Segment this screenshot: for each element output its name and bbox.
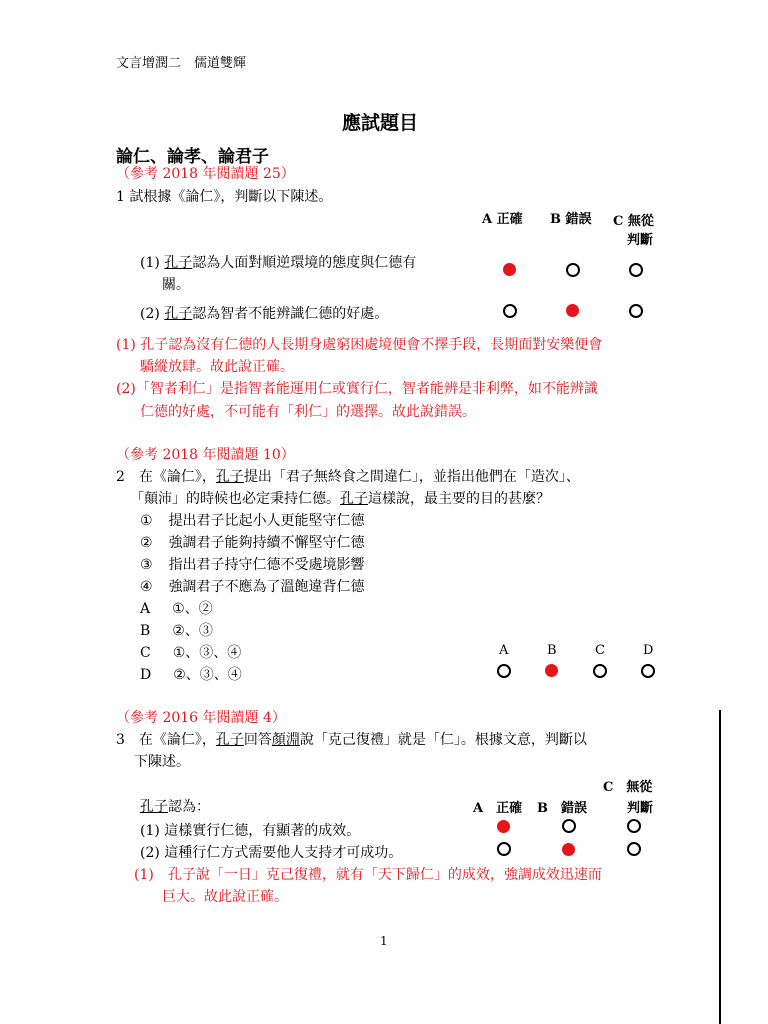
q1-reference: （參考 2018 年閱讀題 25） (116, 166, 295, 182)
item-number: ④ (140, 579, 153, 595)
q1-statement-1 (140, 252, 416, 272)
q2-item-2 (140, 532, 365, 552)
q3-intro (140, 796, 210, 816)
underlined-name: 孔子 (215, 469, 244, 485)
q3-s1-option-b-radio[interactable] (562, 819, 576, 833)
q1-s2-option-b-selected[interactable] (566, 304, 579, 317)
choice-value: ②、③ (172, 623, 213, 639)
item-text: 提出君子比起小人更能堅守仁德 (168, 513, 365, 529)
q3-option-c-label: C 無從 (603, 780, 653, 795)
q2-choice-a (140, 598, 213, 618)
stem-text: 回答 (243, 732, 272, 748)
page-number: 1 (380, 934, 388, 948)
q1-answer-1-line1: (1) 孔子認為沒有仁德的人長期身處窮困處境便會不擇手段，長期面對安樂便會 (116, 337, 603, 353)
statement-text: 認為智者不能辨識仁德的好處。 (192, 306, 389, 322)
underlined-name: 孔子 (164, 306, 193, 322)
q3-s2-option-b-selected[interactable] (562, 843, 575, 856)
q1-s1-option-b-radio[interactable] (566, 263, 580, 277)
q1-s1-option-c-radio[interactable] (629, 263, 643, 277)
intro-text: 認為： (168, 799, 210, 815)
choice-value: ②、③、④ (173, 667, 242, 683)
item-number: ① (140, 513, 153, 529)
underlined-name: 孔子 (164, 255, 193, 271)
q1-answer-2-line2: 仁德的好處，不可能有「利仁」的選擇。故此說錯誤。 (140, 404, 476, 420)
statement-text: 認為人面對順逆環境的態度與仁德有 (192, 255, 417, 271)
item-text: 強調君子不應為了溫飽違背仁德 (168, 579, 365, 595)
q3-answer-1-line2: 巨大。故此說正確。 (162, 889, 288, 905)
q2-stem-line1 (116, 466, 580, 486)
q3-s2-option-c-radio[interactable] (627, 842, 641, 856)
stem-text: 說「克己復禮」就是「仁」。根據文意，判斷以 (299, 732, 587, 748)
underlined-name: 孔子 (140, 799, 168, 815)
q3-stem-line2: 下陳述。 (134, 754, 190, 770)
q1-option-a-label: A 正確 (482, 212, 523, 227)
q2-item-3 (140, 554, 365, 574)
item-text: 指出君子持守仁德不受處境影響 (168, 557, 365, 573)
statement-number: (1) (140, 255, 165, 271)
q2-choice-b (140, 620, 213, 640)
stem-text: 「顛沛」的時候也必定秉持仁德。 (130, 491, 340, 507)
q3-s1-option-c-radio[interactable] (627, 819, 641, 833)
q2-col-d-label: D (643, 643, 654, 658)
stem-text: 2 在《論仁》， (116, 469, 216, 485)
choice-key: C (140, 645, 151, 661)
q2-choice-c (140, 642, 241, 662)
q3-answer-1-line1: (1) 孔子說「一日」克己復禮，就有「天下歸仁」的成效，強調成效迅速而 (134, 867, 602, 883)
page-edge-line (719, 710, 721, 1024)
q1-option-c-label-line2: 判斷 (627, 233, 654, 248)
item-number: ② (140, 535, 153, 551)
q3-option-b-label: B 錯誤 (537, 801, 587, 816)
q2-reference: （參考 2018 年閱讀題 10） (116, 447, 295, 463)
underlined-name: 顏淵 (271, 732, 300, 748)
choice-key: D (140, 667, 152, 683)
page-title: 應試題目 (342, 112, 419, 134)
q2-col-c-label: C (595, 643, 605, 658)
q3-s2-option-a-radio[interactable] (497, 842, 511, 856)
stem-text: 這樣說，最主要的目的甚麼？ (368, 491, 550, 507)
q1-option-c-label: C 無從 (613, 214, 654, 229)
choice-value: ①、② (172, 601, 213, 617)
q3-option-c-label-line2: 判斷 (627, 801, 654, 816)
q3-s1-option-a-selected[interactable] (497, 820, 510, 833)
q2-item-4 (140, 576, 365, 596)
q3-reference: （參考 2016 年閱讀題 4） (116, 710, 286, 726)
q1-statement-2 (140, 303, 388, 323)
q2-stem-line2 (130, 488, 550, 508)
section-title: 論仁、論孝、論君子 (116, 147, 269, 167)
underlined-name: 孔子 (340, 491, 368, 507)
q2-option-c-radio[interactable] (593, 664, 607, 678)
q1-s1-option-a-selected[interactable] (503, 263, 516, 276)
underlined-name: 孔子 (215, 732, 244, 748)
q1-s2-option-c-radio[interactable] (629, 304, 643, 318)
q1-option-b-label: B 錯誤 (550, 212, 592, 227)
q1-stem: 1 試根據《論仁》，判斷以下陳述。 (116, 189, 333, 205)
item-number: ③ (140, 557, 153, 573)
item-text: 強調君子能夠持續不懈堅守仁德 (168, 535, 365, 551)
q3-statement-1: (1) 這樣實行仁德，有顯著的成效。 (140, 823, 361, 839)
q1-s2-option-a-radio[interactable] (503, 304, 517, 318)
q2-choice-d (140, 664, 242, 684)
q2-col-b-label: B (547, 643, 557, 658)
choice-key: B (140, 623, 151, 639)
q2-option-a-radio[interactable] (497, 664, 511, 678)
running-header: 文言增潤二 儒道雙輝 (116, 56, 247, 71)
q1-answer-1-line2: 驕縱放肆。故此說正確。 (140, 359, 294, 375)
choice-value: ①、③、④ (172, 645, 242, 661)
q2-option-b-selected[interactable] (545, 664, 558, 677)
q3-statement-2: (2) 這種行仁方式需要他人支持才可成功。 (140, 845, 403, 861)
q2-col-a-label: A (499, 643, 509, 658)
stem-text: 提出「君子無終食之間違仁」，並指出他們在「造次」、 (243, 469, 580, 485)
q1-statement-1-line2: 關。 (162, 277, 190, 293)
q2-option-d-radio[interactable] (641, 664, 655, 678)
stem-text: 3 在《論仁》， (116, 732, 216, 748)
q1-answer-2-line1: (2)「智者利仁」是指智者能運用仁或實行仁，智者能辨是非利弊，如不能辨識 (116, 381, 598, 397)
choice-key: A (140, 601, 151, 617)
q2-item-1 (140, 510, 365, 530)
q3-option-a-label: A 正確 (473, 801, 523, 816)
q3-stem-line1 (116, 729, 587, 749)
statement-number: (2) (140, 306, 165, 322)
